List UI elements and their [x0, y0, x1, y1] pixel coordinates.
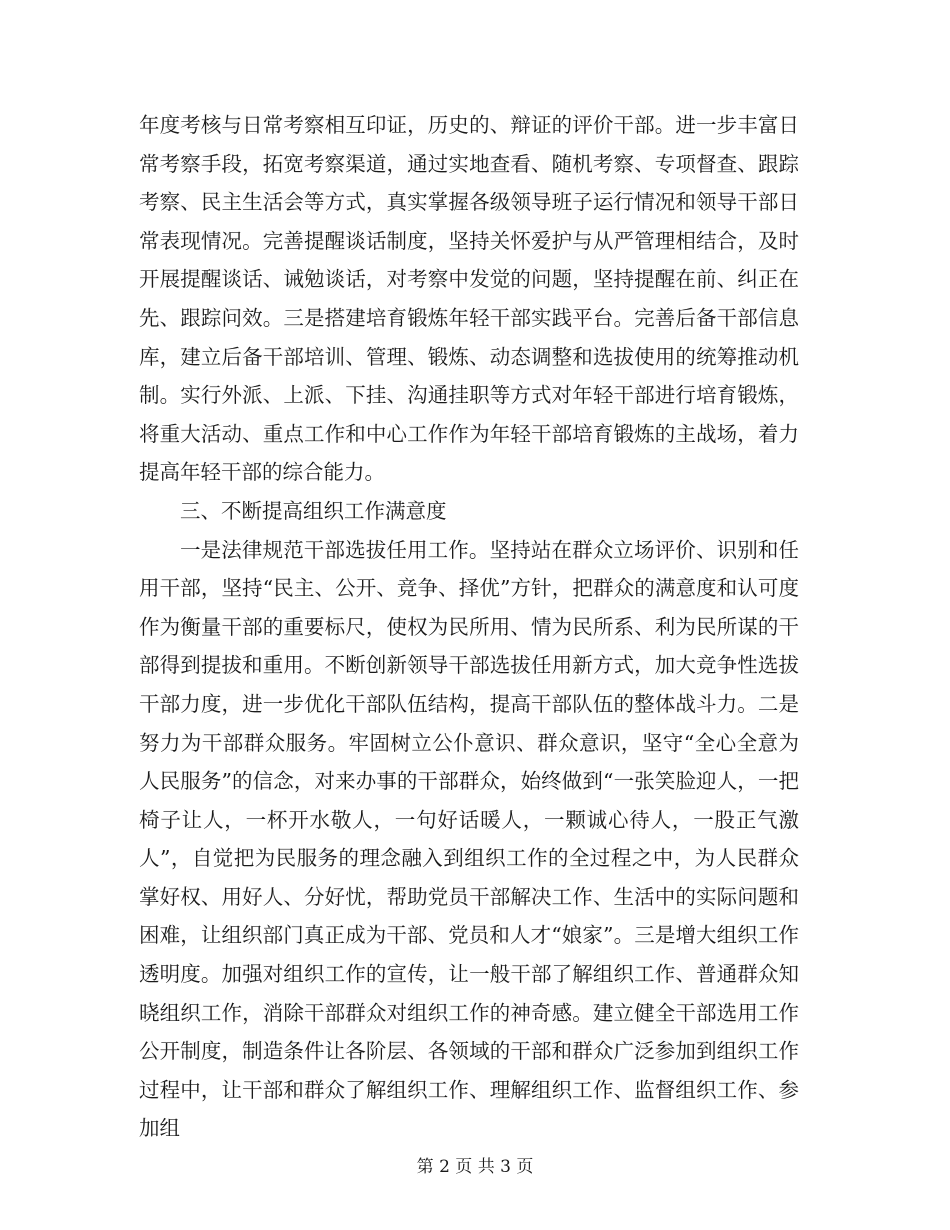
- paragraph-continuation: 年度考核与日常考察相互印证，历史的、辩证的评价干部。进一步丰富日常考察手段，拓宽考察渠道，通过实地查看、随机考察、专项督查、跟踪考察、民主生活会等方式，真实掌握各级领导班子运行情况和领导干部日常表现情况。完善提醒谈话制度，坚持关怀爱护与从严管理相结合，及时开展提醒谈话、诫勉谈话，对考察中发觉的问题，坚持提醒在前、纠正在先、跟踪问效。三是搭建培育锻炼年轻干部实践平台。完善后备干部信息库，建立后备干部培训、管理、锻炼、动态调整和选拔使用的统筹推动机制。实行外派、上派、下挂、沟通挂职等方式对年轻干部进行培育锻炼，将重大活动、重点工作和中心工作作为年轻干部培育锻炼的主战场，着力提高年轻干部的综合能力。: [139, 113, 799, 485]
- page-number: 第 2 页 共 3 页: [416, 1157, 534, 1177]
- section-heading: 三、不断提高组织工作满意度: [180, 498, 447, 523]
- document-body: [139, 106, 799, 1148]
- page-footer: [0, 1152, 950, 1177]
- paragraph-section-three: 一是法律规范干部选拔任用工作。坚持站在群众立场评价、识别和任用干部，坚持“民主、公开、竞争、择优”方针，把群众的满意度和认可度作为衡量干部的重要标尺，使权为民所用、情为民所系、利为民所谋的干部得到提拔和重用。不断创新领导干部选拔任用新方式，加大竞争性选拔干部力度，进一步优化干部队伍结构，提高干部队伍的整体战斗力。二是努力为干部群众服务。牢固树立公仆意识、群众意识，坚守“全心全意为人民服务”的信念，对来办事的干部群众，始终做到“一张笑脸迎人，一把椅子让人，一杯开水敬人，一句好话暖人，一颗诚心待人，一股正气激人”，自觉把为民服务的理念融入到组织工作的全过程之中，为人民群众掌好权、用好人、分好忧，帮助党员干部解决工作、生活中的实际问题和困难，让组织部门真正成为干部、党员和人才“娘家”。三是增大组织工作透明度。加强对组织工作的宣传，让一般干部了解组织工作、普通群众知晓组织工作，消除干部群众对组织工作的神奇感。建立健全干部选用工作公开制度，制造条件让各阶层、各领域的干部和群众广泛参加到组织工作过程中，让干部和群众了解组织工作、理解组织工作、监督组织工作、参加组: [139, 537, 799, 1141]
